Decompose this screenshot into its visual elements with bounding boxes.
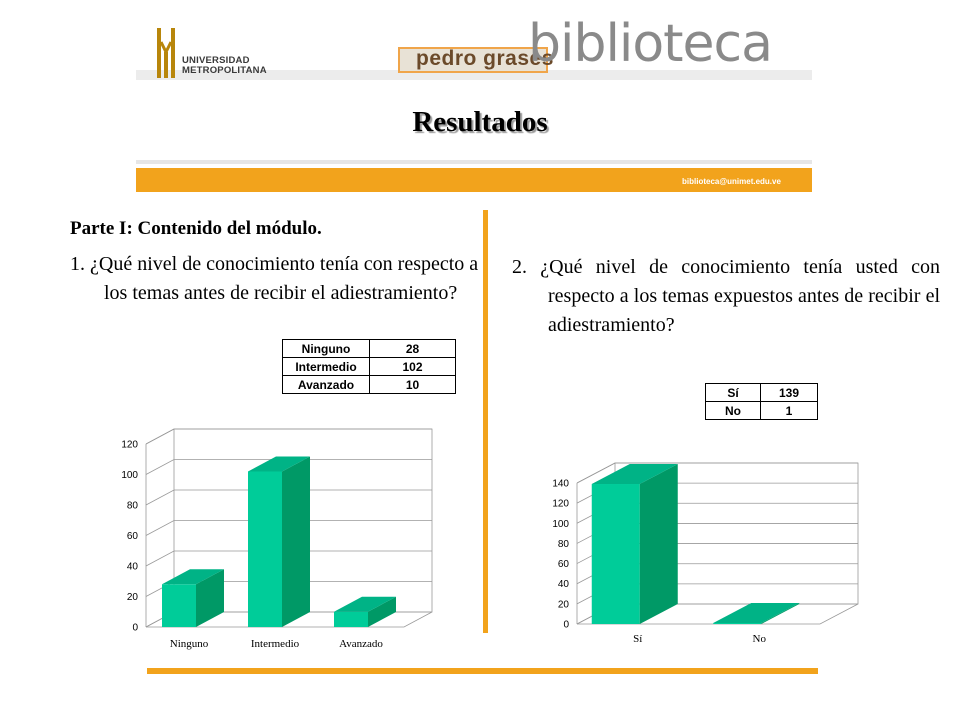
- column-divider: [483, 210, 488, 633]
- table-cell-value: 1: [761, 402, 818, 420]
- y-tick-label: 100: [121, 470, 138, 481]
- bar-chart-1: [92, 408, 452, 654]
- table-row: [706, 384, 818, 402]
- table-cell-label: No: [706, 402, 761, 420]
- biblioteca-text: biblioteca: [528, 14, 773, 74]
- y-tick-label: 0: [563, 619, 569, 631]
- bottom-rule: [147, 668, 818, 674]
- y-tick-label: 0: [132, 622, 138, 634]
- table-row: [283, 376, 456, 394]
- question-2: 2. ¿Qué nivel de conocimiento tenía usted con respecto a los temas expuestos antes de recibir el adiestramiento?: [512, 256, 940, 336]
- section-heading: Parte I: Contenido del módulo.: [70, 218, 322, 239]
- y-tick-label: 20: [126, 592, 138, 603]
- y-tick-label: 140: [552, 478, 569, 490]
- bar: [162, 569, 224, 627]
- results-table-2: [705, 383, 818, 420]
- table-cell-value: 139: [761, 384, 818, 402]
- page-title: Resultados: [412, 106, 548, 138]
- table-cell-value: 102: [370, 358, 456, 376]
- x-category-label: No: [752, 633, 766, 645]
- email-link[interactable]: biblioteca@unimet.edu.ve: [682, 177, 781, 186]
- x-category-label: Sí: [633, 633, 643, 645]
- university-line-2: METROPOLITANA: [182, 65, 267, 76]
- y-tick-label: 20: [557, 599, 569, 611]
- y-tick-label: 80: [557, 538, 569, 550]
- table-cell-label: Intermedio: [283, 358, 370, 376]
- y-tick-label: 120: [552, 498, 569, 510]
- y-tick-label: 40: [126, 561, 138, 573]
- x-category-label: Intermedio: [250, 638, 300, 650]
- bar: [713, 603, 799, 624]
- pedro-grases-text: pedro grases: [416, 47, 554, 70]
- table-cell-label: Avanzado: [283, 376, 370, 394]
- bar-chart-2: [520, 445, 880, 657]
- table-row: [283, 340, 456, 358]
- university-name: [182, 56, 267, 76]
- y-tick-label: 80: [126, 500, 138, 512]
- y-tick-label: 60: [126, 531, 138, 542]
- question-1: 1. ¿Qué nivel de conocimiento tenía con respecto a los temas antes de recibir el adiestramiento?: [70, 253, 479, 304]
- university-line-1: UNIVERSIDAD: [182, 55, 250, 66]
- y-tick-label: 100: [552, 518, 569, 530]
- table-row: [706, 402, 818, 420]
- bar: [248, 456, 310, 627]
- table-row: [283, 358, 456, 376]
- table-cell-label: Sí: [706, 384, 761, 402]
- table-cell-value: 28: [370, 340, 456, 358]
- y-tick-label: 60: [557, 559, 569, 571]
- results-table-1: [282, 339, 456, 394]
- table-cell-label: Ninguno: [283, 340, 370, 358]
- x-category-label: Avanzado: [339, 638, 383, 650]
- table-cell-value: 10: [370, 376, 456, 394]
- bar: [592, 464, 678, 624]
- bar: [334, 597, 396, 627]
- y-tick-label: 120: [121, 439, 138, 451]
- y-tick-label: 40: [557, 579, 569, 591]
- gridline: [146, 429, 432, 444]
- x-category-label: Ninguno: [169, 638, 209, 650]
- university-logo-icon: [157, 28, 175, 78]
